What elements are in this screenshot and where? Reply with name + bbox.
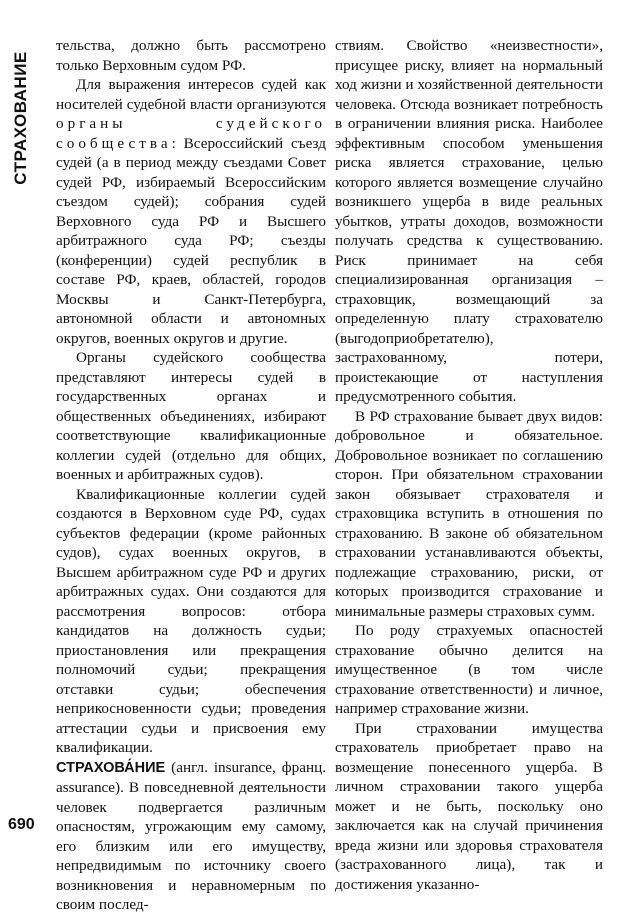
paragraph-insurance-entry bbox=[56, 758, 326, 915]
paragraph-judicial-community bbox=[56, 75, 326, 348]
right-column bbox=[335, 36, 603, 894]
running-header bbox=[6, 18, 36, 218]
running-header-title: СТРАХОВАНИЕ bbox=[11, 51, 30, 185]
left-column bbox=[56, 36, 326, 915]
paragraph-text: : Всероссийский съезд судей (а в период между съездами Совет судей РФ, избираемый Всероссийским съездом судей); собрания судей Верховного суда РФ и Высшего арбитражного суда РФ; съезды (конференции) судей республик в составе РФ, краев, областей, городов Москвы и Санкт-Петербурга, автономной области и автономных округов, военных округов и другие. bbox=[56, 134, 326, 347]
page-number: 690 bbox=[8, 816, 35, 833]
spaced-emphasis: органы судейского сообщества bbox=[56, 115, 326, 152]
paragraph-text: Для выражения интересов судей как носителей судебной власти организуются bbox=[56, 76, 326, 113]
paragraph-community-bodies: Органы судейского сообщества представляют интересы судей в государственных органах и общественных объединениях, избирают соответствующие квалификационные коллегии судей (отдельно для общих, военных и арбитражных судов). bbox=[56, 349, 326, 483]
paragraph-qualification-boards: Квалификационные коллегии судей создаются в Верховном суде РФ, судах субъектов федерации (кроме районных судов), судах военных округов, в Высшем арбитражном суде РФ и других арбитражных судах. Они создаются для рассмотрения вопросов: отбора кандидатов на должность судьи; приостановления или прекращения полномочий судьи; прекращения отставки судьи; обеспечения неприкосновенности судьи; проведения аттестации судьи и присвоения ему квалификации. bbox=[56, 485, 326, 756]
paragraph-continuation: тельства, должно быть рассмотрено только Верховным судом РФ. bbox=[56, 37, 326, 74]
entry-term: СТРАХОВА́НИЕ bbox=[56, 759, 166, 776]
paragraph-continuation-risk: ствиям. Свойство «неизвестности», присущее риску, влияет на нормальный ход жизни и хозяйственной деятельности человека. Отсюда возникает потребность в ограничении влияния риска. Наиболее эффективным способом уменьшения риска является страхование, целью которого является возмещение случайно возникшего ущерба в виде реальных убытков, утраты доходов, возможности получать средства к существованию. Риск принимает на себя специализированная организация – страховщик, возмещающий за определенную плату страхователю (выгодоприобретателю), застрахованному, потери, проистекающие от наступления предусмотренного события. bbox=[335, 37, 603, 405]
entry-text: (англ. insurance, франц. assurance). В повседневной деятельности человек подвергается различным опасностям, угрожающим ему самому, его близким или его имуществу, непредвидимым по источнику своего возникновения и неравномерным по своим послед- bbox=[56, 758, 326, 913]
paragraph-property-insurance: При страховании имущества страхователь приобретает право на возмещение понесенного ущерба. В личном страховании такого ущерба может и не быть, поскольку оно заключается как на случай причинения вреда жизни или здоровья страхователя (застрахованного лица), так и достижения указанно- bbox=[335, 719, 603, 893]
paragraph-insurance-types: В РФ страхование бывает двух видов: добровольное и обязательное. Добровольное возникает по соглашению сторон. При обязательном страховании закон обязывает страхователя и страховщика вступить в отношения по страхованию. В законе об обязательном страховании устанавливаются объекты, подлежащие страхованию, риски, от которых производится страхование и минимальные размеры страховых сумм. bbox=[335, 407, 603, 620]
paragraph-insured-hazards: По роду страхуемых опасностей страхование обычно делится на имущественное (в том числе страхование ответственности) и личное, например страхование жизни. bbox=[335, 622, 603, 717]
